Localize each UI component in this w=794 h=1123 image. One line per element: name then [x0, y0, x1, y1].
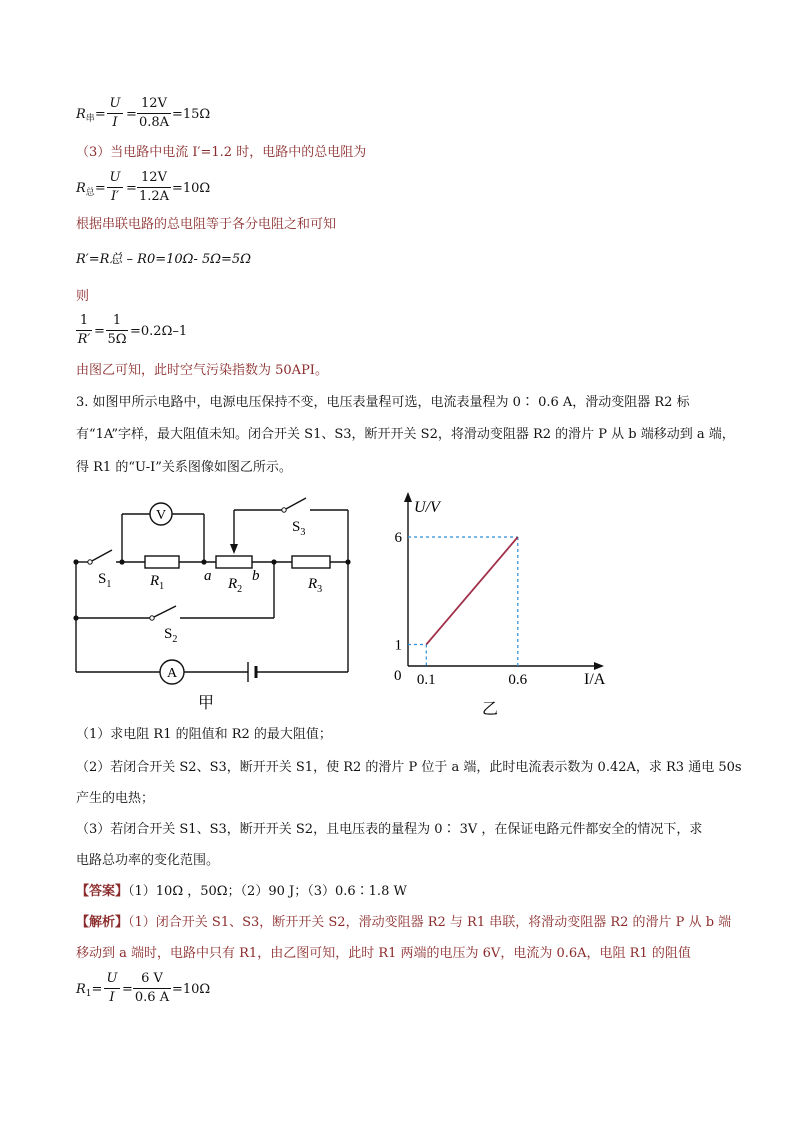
ammeter-label: A	[166, 666, 178, 681]
circuit-caption: 甲	[198, 695, 215, 712]
step3-intro: （3）当电路中电流 I′=1.2 时，电路中的总电阻为	[76, 145, 367, 160]
question-2-line-2: 产生的电热；	[76, 791, 155, 806]
answer-text: （1）10Ω ，50Ω；（2）90 J；（3）0.6∶1.8 W	[128, 884, 407, 899]
question-3-line-1: （3）若闭合开关 S1、S3，断开开关 S2，且电压表的量程为 0∶ 3V ，在保证电路元件都安全的情况下，求	[76, 822, 703, 837]
series-note: 根据串联电路的总电阻等于各分电阻之和可知	[76, 217, 337, 232]
s1-label: $S_1$	[98, 571, 112, 590]
eq1-frac2: 12V 0.8A	[138, 96, 170, 130]
then-text: 则	[76, 289, 90, 304]
node-a-label: a	[204, 568, 212, 584]
r3-label: $R_3$	[308, 576, 323, 595]
question-1: （1）求电阻 R1 的阻值和 R2 的最大阻值；	[76, 727, 332, 742]
answer-tag: 【答案】	[76, 884, 129, 899]
voltmeter-label: V	[155, 508, 167, 523]
x-axis-arrow	[594, 662, 604, 670]
eq1-lhs-sub: 串	[85, 114, 95, 124]
problem-line-3: 得 R1 的“U-I”关系图像如图乙所示。	[76, 460, 292, 475]
equation-3: R′=R总 – R0=10Ω- 5Ω=5Ω	[76, 252, 251, 267]
circuit-diagram	[60, 488, 380, 723]
s3-label: $S_3$	[292, 519, 306, 538]
analysis-line-1: 【解析】（1）闭合开关 S1、S3，断开开关 S2，滑动变阻器 R2 与 R1 串联，将滑动变阻器 R2 的滑片 P 从 b 端	[76, 915, 732, 930]
question-2-line-1: （2）若闭合开关 S2、S3，断开开关 S1，使 R2 的滑片 P 位于 a 端，此时电流表示数为 0.42A，求 R3 通电 50s	[76, 760, 742, 775]
analysis-line-2: 移动到 a 端时，电路中只有 R1，由乙图可知，此时 R1 两端的电压为 6V，电流为 0.6A，电阻 R1 的阻值	[76, 946, 691, 961]
r1-label: $R_1$	[150, 573, 165, 592]
y-axis-arrow	[404, 492, 412, 502]
problem-line-1: 3. 如图甲所示电路中，电源电压保持不变，电压表量程可选，电流表量程为 0∶ 0.6 A，滑动变阻器 R2 标	[76, 395, 690, 410]
answer-line	[76, 883, 407, 901]
analysis-tag: 【解析】	[76, 915, 129, 930]
y-axis-label: U/V	[414, 499, 440, 516]
y-tick-label: 6	[394, 530, 402, 546]
question-3-line-2: 电路总功率的变化范围。	[76, 853, 220, 868]
s2-label: $S_2$	[164, 626, 178, 645]
x-tick-label: 0.1	[416, 672, 436, 688]
x-axis-label: I/A	[584, 671, 606, 688]
eq1-rhs: =15Ω	[172, 107, 211, 122]
problem-line-2: 有“1A”字样，最大阻值未知。闭合开关 S1、S3，断开开关 S2，将滑动变阻器 R2 的滑片 P 从 b 端移动到 a 端，	[76, 427, 735, 442]
y-tick-label: 1	[394, 637, 402, 654]
r2-label: $R_2$	[228, 576, 243, 595]
eq1-lhs: R	[76, 107, 86, 122]
origin-label: 0	[394, 668, 402, 684]
conclusion: 由图乙可知，此时空气污染指数为 50API。	[76, 363, 328, 378]
node-b-label: b	[252, 568, 260, 584]
ui-chart	[380, 488, 630, 723]
eq1-frac1: U I	[107, 96, 123, 131]
x-tick-label: 0.6	[508, 672, 528, 688]
series-line	[426, 537, 518, 645]
chart-caption: 乙	[482, 701, 499, 718]
